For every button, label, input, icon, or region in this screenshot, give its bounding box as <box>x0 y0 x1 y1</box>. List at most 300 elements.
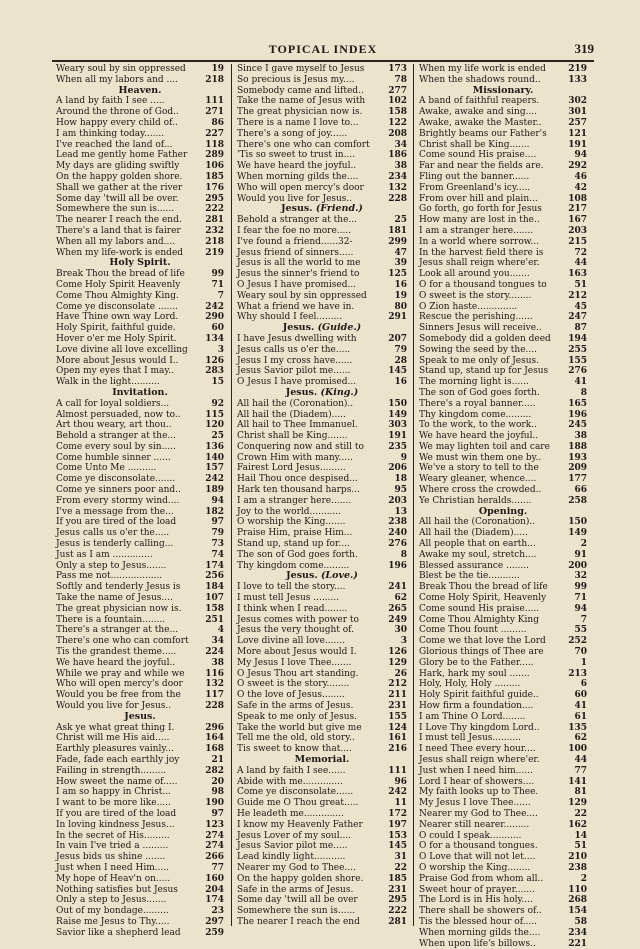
hymn-title: I must tell Jesus.......... <box>419 733 521 744</box>
hymn-title: O sweet is the story........ <box>419 290 532 301</box>
hymn-number: 216 <box>388 744 407 755</box>
hymn-number: 60 <box>574 690 587 701</box>
section-heading-text: Opening. <box>478 505 528 517</box>
hymn-title: Stand up, stand up for Jesus <box>419 366 549 377</box>
hymn-title: There's one who can comfort <box>237 139 370 150</box>
hymn-title: Where cross the crowded.. <box>419 485 542 496</box>
hymn-title: Come humble sinner ...... <box>56 452 171 463</box>
section-subheading: (Guide.) <box>317 322 362 334</box>
hymn-title: Jesus shall reign where'er. <box>419 258 540 269</box>
hymn-number: 1 <box>580 657 587 668</box>
hymn-title: A land by faith I see ..... <box>56 96 165 107</box>
hymn-title: He leadeth me.............. <box>237 808 344 819</box>
hymn-number: 172 <box>388 808 407 819</box>
hymn-number: 251 <box>205 614 224 625</box>
hymn-title: Some day 'twill all be over. <box>56 193 179 204</box>
hymn-title: I Love Thy kingdom Lord.. <box>419 722 540 733</box>
hymn-number: 2 <box>580 873 587 884</box>
index-entry <box>237 442 407 453</box>
hymn-title: 'Tis so sweet to trust in.... <box>237 150 356 161</box>
index-entry <box>237 237 407 248</box>
section-heading-text: Jesus. <box>281 203 313 215</box>
hymn-title: O Jesus I have promised... <box>237 279 357 290</box>
hymn-number: 266 <box>205 852 224 863</box>
hymn-title: I've found a friend......32- <box>237 236 353 247</box>
hymn-number: 295 <box>388 895 407 906</box>
hymn-number: 168 <box>205 744 224 755</box>
hymn-number: 206 <box>388 463 407 474</box>
index-entry <box>419 863 587 874</box>
index-entry <box>419 841 587 852</box>
hymn-title: Just when I need him...... <box>419 765 533 776</box>
hymn-number: 174 <box>205 895 224 906</box>
hymn-title: Just as I am .............. <box>56 549 153 560</box>
index-entry <box>56 463 224 474</box>
hymn-title: I fear the foe no more..... <box>237 225 352 236</box>
hymn-title: O Zion haste.............. <box>419 301 518 312</box>
section-heading <box>237 323 407 334</box>
hymn-number: 247 <box>568 312 587 323</box>
index-entry <box>237 712 407 723</box>
index-entry <box>56 733 224 744</box>
hymn-title: Thy kingdom come......... <box>237 560 350 571</box>
hymn-number: 302 <box>568 96 587 107</box>
hymn-title: Sweet hour of prayer....... <box>419 884 535 895</box>
index-entry <box>56 140 224 151</box>
index-entry <box>419 744 587 755</box>
index-entry <box>419 679 587 690</box>
hymn-title: Failing in strength......... <box>56 765 167 776</box>
index-entry <box>56 334 224 345</box>
index-entry <box>419 733 587 744</box>
hymn-number: 11 <box>394 798 407 809</box>
hymn-number: 25 <box>394 215 407 226</box>
hymn-title: All hail the (Coronation).. <box>237 398 354 409</box>
hymn-title: Why should I feel......... <box>237 312 343 323</box>
index-entry <box>56 431 224 442</box>
hymn-title: Nearer still nearer......... <box>419 819 530 830</box>
index-entry <box>237 582 407 593</box>
page-title: TOPICAL INDEX <box>268 42 378 56</box>
hymn-title: Nearer my God to Thee.... <box>237 862 356 873</box>
index-entry <box>419 377 587 388</box>
index-entry <box>237 161 407 172</box>
index-entry <box>419 766 587 777</box>
hymn-title: We have heard the joyful.. <box>237 161 357 172</box>
hymn-number: 301 <box>568 107 587 118</box>
hymn-title: O worship the King....... <box>237 517 346 528</box>
hymn-title: Jesus the sinner's friend to <box>237 269 360 280</box>
hymn-title: Nearer my God to Thee.... <box>419 808 538 819</box>
hymn-number: 60 <box>211 323 224 334</box>
index-entry <box>419 302 587 313</box>
hymn-number: 208 <box>388 128 407 139</box>
hymn-number: 2 <box>580 539 587 550</box>
index-entry <box>237 86 407 97</box>
hymn-title: I am thinking today....... <box>56 128 165 139</box>
hymn-number: 299 <box>388 236 407 247</box>
hymn-number: 268 <box>568 895 587 906</box>
index-entry <box>419 323 587 334</box>
hymn-number: 94 <box>211 495 224 506</box>
index-entry <box>56 356 224 367</box>
hymn-title: A land by faith I see...... <box>237 765 346 776</box>
index-entry <box>237 280 407 291</box>
hymn-title: Almost persuaded, now to.. <box>56 409 181 420</box>
index-entry <box>56 917 224 928</box>
hymn-title: All hail to Thee Immanuel. <box>237 420 358 431</box>
hymn-title: All hail the (Diadem)..... <box>419 528 528 539</box>
index-entry <box>237 917 407 928</box>
index-entry <box>237 96 407 107</box>
hymn-title: Love divine all love excelling <box>56 344 188 355</box>
hymn-number: 215 <box>568 236 587 247</box>
hymn-number: 22 <box>394 862 407 873</box>
hymn-number: 232 <box>205 225 224 236</box>
index-entry <box>56 539 224 550</box>
hymn-number: 189 <box>205 485 224 496</box>
hymn-title: How firm a foundation.... <box>419 701 534 712</box>
hymn-title: Break Thou the bread of life <box>419 582 548 593</box>
index-entry <box>237 75 407 86</box>
hymn-number: 3 <box>217 344 224 355</box>
hymn-title: Somebody came and lifted.. <box>237 85 364 96</box>
hymn-number: 145 <box>388 366 407 377</box>
index-entry <box>237 679 407 690</box>
hymn-number: 91 <box>574 549 587 560</box>
section-heading-text: Memorial. <box>294 754 350 765</box>
hymn-title: Somewhere the sun is...... <box>56 204 175 215</box>
index-column-2 <box>237 64 407 926</box>
hymn-number: 41 <box>574 701 587 712</box>
hymn-number: 231 <box>388 884 407 895</box>
hymn-title: Come ye disconsolate....... <box>56 474 176 485</box>
hymn-number: 62 <box>394 593 407 604</box>
index-entry <box>56 755 224 766</box>
hymn-title: Hark, hark my soul ....... <box>419 668 530 679</box>
hymn-title: Earthly pleasures vainly... <box>56 744 174 755</box>
section-heading-text: Holy Spirit. <box>109 257 171 269</box>
index-entry <box>419 129 587 140</box>
index-entry <box>419 939 587 949</box>
hymn-number: 15 <box>211 377 224 388</box>
hymn-title: Have Thine own way Lord. <box>56 312 179 323</box>
hymn-number: 240 <box>388 528 407 539</box>
hymn-number: 154 <box>568 906 587 917</box>
hymn-title: Tis the blessed hour of..... <box>419 916 538 927</box>
hymn-number: 149 <box>388 409 407 420</box>
hymn-title: O for a thousand tongues to <box>419 279 547 290</box>
hymn-number: 7 <box>217 290 224 301</box>
hymn-number: 150 <box>388 398 407 409</box>
hymn-title: Abide with me.............. <box>237 776 343 787</box>
hymn-title: The son of God goes forth. <box>237 549 358 560</box>
hymn-number: 255 <box>568 344 587 355</box>
hymn-title: Pass me not.................. <box>56 571 163 582</box>
hymn-number: 74 <box>211 549 224 560</box>
column-divider <box>231 64 232 926</box>
hymn-number: 176 <box>205 182 224 193</box>
hymn-title: I love to tell the story.... <box>237 582 346 593</box>
hymn-number: 210 <box>568 852 587 863</box>
hymn-number: 81 <box>574 787 587 798</box>
hymn-number: 92 <box>211 398 224 409</box>
hymn-number: 234 <box>568 927 587 938</box>
hymn-title: Holy Spirit faithful guide.. <box>419 690 539 701</box>
hymn-number: 9 <box>400 452 407 463</box>
hymn-title: In vain I've tried a ......... <box>56 841 169 852</box>
index-entry <box>56 107 224 118</box>
hymn-title: Jesus friend of sinners..... <box>237 247 354 258</box>
hymn-number: 121 <box>568 128 587 139</box>
index-entry <box>419 550 587 561</box>
hymn-title: Guide me O Thou great..... <box>237 798 359 809</box>
index-entry <box>419 874 587 885</box>
index-entry <box>56 118 224 129</box>
hymn-number: 73 <box>211 539 224 550</box>
index-entry <box>237 410 407 421</box>
index-entry <box>419 431 587 442</box>
section-heading-text: Jesus. <box>286 570 318 582</box>
hymn-number: 135 <box>568 722 587 733</box>
index-entry <box>419 690 587 701</box>
index-entry <box>56 582 224 593</box>
hymn-title: Crown Him with many..... <box>237 452 353 463</box>
index-entry <box>56 215 224 226</box>
index-entry <box>56 96 224 107</box>
index-entry <box>56 550 224 561</box>
hymn-title: Jesus calls us o'er the..... <box>237 344 351 355</box>
hymn-number: 71 <box>211 279 224 290</box>
hymn-title: The nearer I reach the end <box>237 916 360 927</box>
hymn-title: I am a stranger here....... <box>419 225 534 236</box>
index-entry <box>56 172 224 183</box>
hymn-title: In loving kindness Jesus... <box>56 819 175 830</box>
hymn-number: 153 <box>388 830 407 841</box>
index-entry <box>56 453 224 464</box>
hymn-number: 191 <box>388 431 407 442</box>
hymn-number: 47 <box>394 247 407 258</box>
hymn-number: 274 <box>205 830 224 841</box>
index-entry <box>419 291 587 302</box>
hymn-title: In the secret of His......... <box>56 830 170 841</box>
hymn-number: 72 <box>574 247 587 258</box>
hymn-number: 58 <box>574 916 587 927</box>
hymn-title: Jesus Savior pilot me...... <box>237 366 351 377</box>
hymn-number: 291 <box>388 312 407 323</box>
hymn-title: Jesus Savior pilot me..... <box>237 841 348 852</box>
hymn-number: 219 <box>205 247 224 258</box>
hymn-number: 111 <box>205 96 224 107</box>
hymn-number: 129 <box>388 657 407 668</box>
hymn-number: 126 <box>205 355 224 366</box>
hymn-number: 80 <box>394 301 407 312</box>
hymn-title: Art thou weary, art thou.. <box>56 420 172 431</box>
index-entry <box>237 140 407 151</box>
index-entry <box>419 820 587 831</box>
hymn-title: Praise Him, praise Him... <box>237 528 353 539</box>
hymn-number: 204 <box>205 884 224 895</box>
hymn-number: 30 <box>394 625 407 636</box>
index-entry <box>56 593 224 604</box>
index-entry <box>419 658 587 669</box>
index-entry <box>419 485 587 496</box>
hymn-title: Walk in the light.......... <box>56 377 160 388</box>
hymn-number: 181 <box>388 225 407 236</box>
hymn-number: 99 <box>211 269 224 280</box>
hymn-number: 87 <box>574 323 587 334</box>
index-entry <box>419 118 587 129</box>
index-entry <box>419 334 587 345</box>
hymn-title: A band of faithful reapers. <box>419 96 540 107</box>
hymn-number: 149 <box>568 528 587 539</box>
hymn-title: When morning gilds the.... <box>237 171 359 182</box>
index-entry <box>419 604 587 615</box>
hymn-title: There's a royal banner..... <box>419 398 536 409</box>
hymn-title: Come ye sinners poor and.. <box>56 485 181 496</box>
index-entry <box>56 399 224 410</box>
index-entry <box>419 366 587 377</box>
index-entry <box>419 561 587 572</box>
hymn-title: Come Thou Almighty King. <box>56 290 179 301</box>
section-subheading: (King.) <box>320 386 359 398</box>
hymn-title: Break Thou the bread of life <box>56 269 185 280</box>
hymn-number: 22 <box>574 808 587 819</box>
index-entry <box>237 539 407 550</box>
hymn-title: Love divine all love....... <box>237 636 345 647</box>
hymn-title: Jesus comes with power to <box>237 614 359 625</box>
index-entry <box>56 928 224 939</box>
hymn-title: The great physician now is. <box>237 107 363 118</box>
hymn-title: Tis sweet to know that.... <box>237 744 352 755</box>
hymn-number: 228 <box>205 701 224 712</box>
hymn-title: Would you live for Jesus.. <box>237 193 353 204</box>
hymn-number: 145 <box>388 841 407 852</box>
hymn-number: 207 <box>388 333 407 344</box>
hymn-number: 155 <box>388 711 407 722</box>
hymn-title: From every stormy wind.... <box>56 495 180 506</box>
index-entry <box>419 787 587 798</box>
index-entry <box>237 215 407 226</box>
hymn-title: Come sound His praise.... <box>419 150 537 161</box>
hymn-title: I need Thee every hour.... <box>419 744 536 755</box>
hymn-title: Come ye disconsolate...... <box>237 787 354 798</box>
hymn-title: What a friend we have in. <box>237 301 355 312</box>
hymn-number: 227 <box>205 128 224 139</box>
hymn-number: 295 <box>205 193 224 204</box>
hymn-title: I have Jesus dwelling with <box>237 333 357 344</box>
hymn-number: 62 <box>574 733 587 744</box>
index-entry <box>56 604 224 615</box>
hymn-title: How happy every child of.. <box>56 117 178 128</box>
hymn-number: 46 <box>574 171 587 182</box>
hymn-number: 141 <box>568 776 587 787</box>
index-entry <box>237 593 407 604</box>
index-entry <box>419 269 587 280</box>
index-entry <box>419 161 587 172</box>
hymn-title: Come Thou fount ......... <box>419 625 527 636</box>
hymn-number: 257 <box>568 117 587 128</box>
index-entry <box>419 528 587 539</box>
index-entry <box>419 474 587 485</box>
hymn-title: Come ye disconsolate ....... <box>56 301 178 312</box>
index-entry <box>419 194 587 205</box>
hymn-title: Rescue the perishing...... <box>419 312 533 323</box>
hymn-title: Go forth, go forth for Jesus <box>419 204 542 215</box>
index-entry <box>56 507 224 518</box>
index-entry <box>419 625 587 636</box>
hymn-title: Jesus calls us o'er the..... <box>56 528 170 539</box>
hymn-number: 217 <box>568 204 587 215</box>
hymn-number: 242 <box>205 474 224 485</box>
hymn-number: 281 <box>388 916 407 927</box>
index-entry <box>237 604 407 615</box>
hymn-title: Jesus shall reign where'er. <box>419 755 540 765</box>
page-header <box>52 42 594 60</box>
hymn-number: 86 <box>211 117 224 128</box>
hymn-title: Raise me Jesus to Thy..... <box>56 916 170 927</box>
hymn-title: I am so happy in Christ... <box>56 787 171 798</box>
hymn-title: Thy kingdom come......... <box>419 409 532 420</box>
hymn-title: Holy, Holy, Holy ......... <box>419 679 521 690</box>
index-entry <box>56 291 224 302</box>
index-entry <box>419 399 587 410</box>
hymn-number: 212 <box>388 679 407 690</box>
hymn-title: When the shadows round.. <box>419 74 541 85</box>
index-entry <box>419 885 587 896</box>
index-entry <box>237 787 407 798</box>
hymn-title: To the work, to the work.. <box>419 420 537 431</box>
index-entry <box>419 701 587 712</box>
hymn-number: 16 <box>394 377 407 388</box>
hymn-number: 77 <box>211 862 224 873</box>
hymn-title: All hail the (Diadem)..... <box>237 409 346 420</box>
index-entry <box>419 442 587 453</box>
section-heading-text: Heaven. <box>118 84 162 96</box>
hymn-number: 174 <box>205 560 224 571</box>
hymn-number: 231 <box>388 701 407 712</box>
index-entry <box>56 410 224 421</box>
hymn-title: Since I gave myself to Jesus <box>237 64 365 74</box>
hymn-title: Jesus bids us shine ....... <box>56 852 166 863</box>
hymn-title: Behold a stranger at the... <box>56 431 176 442</box>
index-entry <box>56 615 224 626</box>
index-entry <box>237 226 407 237</box>
index-entry <box>237 906 407 917</box>
hymn-number: 102 <box>388 96 407 107</box>
hymn-title: O could I speak........... <box>419 830 522 841</box>
hymn-number: 276 <box>388 539 407 550</box>
hymn-title: Some day 'twill all be over <box>237 895 358 906</box>
hymn-number: 150 <box>568 517 587 528</box>
index-entry <box>237 420 407 431</box>
hymn-number: 186 <box>388 150 407 161</box>
hymn-number: 158 <box>205 603 224 614</box>
hymn-title: Only a step to Jesus....... <box>56 895 167 906</box>
hymn-title: The nearer I reach the end. <box>56 215 182 226</box>
hymn-number: 118 <box>205 139 224 150</box>
hymn-title: We may lighten toil and care <box>419 441 550 452</box>
hymn-number: 303 <box>388 420 407 431</box>
index-entry <box>237 507 407 518</box>
index-entry <box>237 615 407 626</box>
index-entry <box>237 183 407 194</box>
hymn-number: 21 <box>211 755 224 765</box>
hymn-title: Jesus is all the world to me <box>237 258 361 269</box>
hymn-number: 117 <box>205 690 224 701</box>
section-subheading: (Love.) <box>320 570 358 582</box>
hymn-title: O Jesus I have promised... <box>237 377 357 388</box>
